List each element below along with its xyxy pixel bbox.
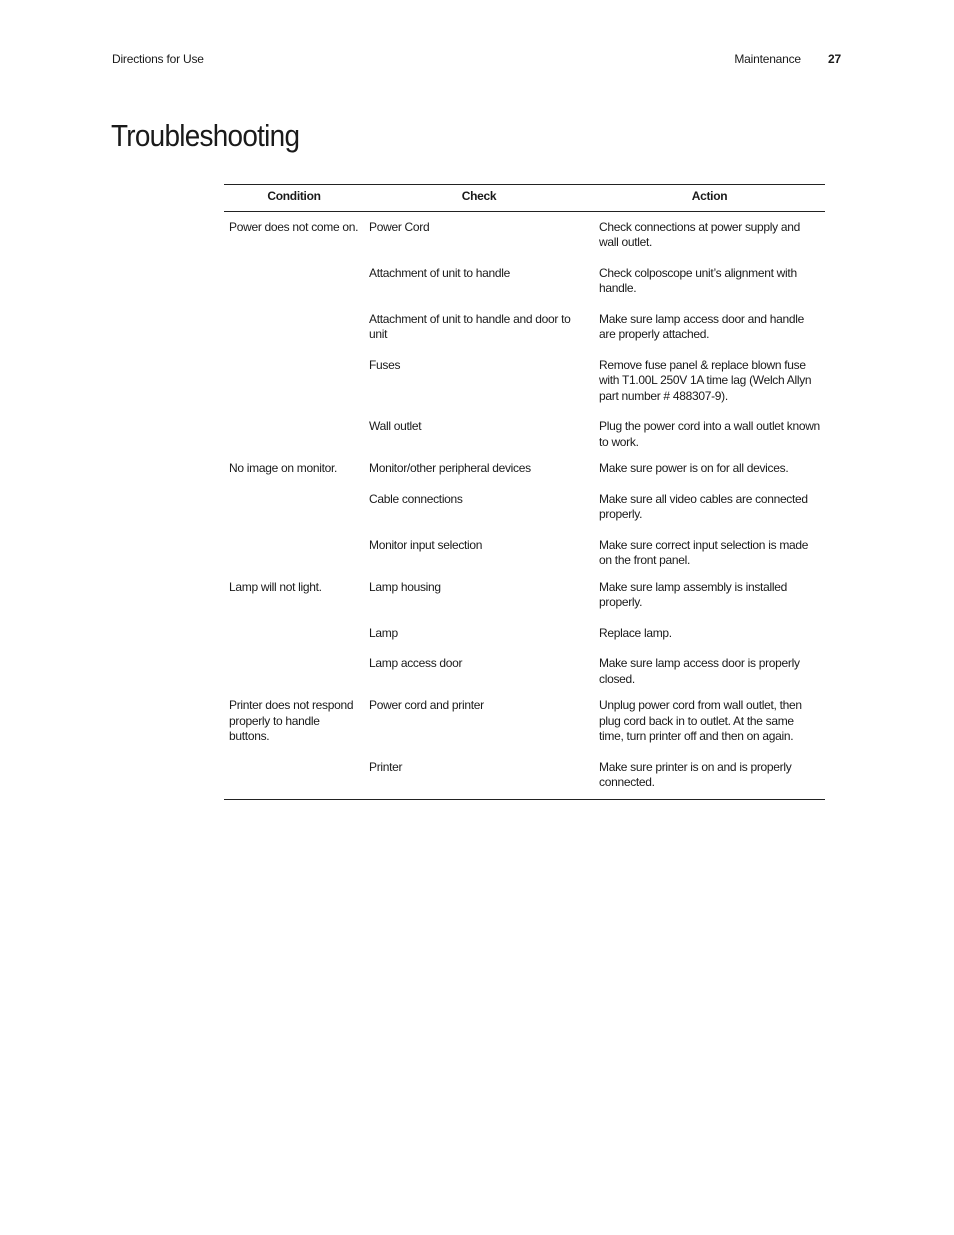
document-title: Directions for Use: [112, 52, 204, 66]
action-cell: Make sure all video cables are connected properly.: [599, 491, 808, 521]
condition-cell: [224, 492, 364, 538]
table-row: [224, 580, 825, 626]
table-header-row: [224, 185, 825, 212]
condition-cell: [224, 760, 364, 800]
check-cell: Monitor/other peripheral devices: [369, 461, 531, 475]
running-header: [112, 52, 841, 70]
action-cell: Check colposcope unit’s alignment with handle.: [599, 265, 797, 295]
section-name: Maintenance: [734, 52, 801, 66]
column-header-check: Check: [364, 185, 594, 212]
check-cell: Monitor input selection: [369, 537, 483, 552]
check-cell: Attachment of unit to handle: [369, 265, 511, 280]
column-header-action: Action: [594, 185, 825, 212]
table-row: [224, 698, 825, 760]
condition-cell: Lamp will not light.: [229, 579, 322, 594]
table-row: [224, 626, 825, 657]
action-cell: Replace lamp.: [599, 625, 672, 640]
action-cell: Check connections at power supply and wall outlet.: [599, 219, 801, 249]
action-cell: Make sure lamp access door and handle are properly attached.: [599, 311, 805, 341]
check-cell: Attachment of unit to handle and door to unit: [369, 311, 571, 341]
action-cell: Remove fuse panel & replace blown fuse with T1.00L 250V 1A time lag (Welch Allyn part number # 488307-9).: [599, 357, 812, 403]
condition-cell: Printer does not respond properly to handle buttons.: [229, 698, 354, 743]
table-row: [224, 266, 825, 312]
table-row: [224, 656, 825, 698]
column-header-condition: Condition: [224, 185, 364, 212]
action-cell: Make sure power is on for all devices.: [599, 461, 789, 475]
table-row: [224, 461, 825, 492]
page-number: 27: [828, 52, 841, 66]
condition-cell: [224, 626, 364, 657]
action-cell: Make sure lamp assembly is installed properly.: [599, 579, 787, 609]
table-row: [224, 419, 825, 461]
table-row: [224, 538, 825, 580]
check-cell: Power cord and printer: [369, 698, 484, 712]
check-cell: Wall outlet: [369, 419, 422, 433]
check-cell: Printer: [364, 760, 594, 800]
condition-cell: [224, 266, 364, 312]
table-row: [224, 312, 825, 358]
check-cell: Cable connections: [369, 491, 463, 506]
check-cell: Fuses: [369, 357, 401, 372]
table-row: [224, 492, 825, 538]
condition-cell: [224, 656, 364, 698]
condition-cell: [224, 419, 364, 461]
action-cell: Make sure correct input selection is made on the front panel.: [599, 537, 809, 567]
condition-cell: [224, 538, 364, 580]
header-right: [734, 52, 841, 66]
condition-cell: [224, 358, 364, 420]
check-cell: Lamp access door: [369, 656, 463, 670]
table-row: [224, 760, 825, 800]
check-cell: Power Cord: [369, 219, 430, 234]
action-cell: Unplug power cord from wall outlet, then plug cord back in to outlet. At the same time, turn printer off and then on again.: [599, 698, 802, 743]
action-cell: Plug the power cord into a wall outlet known to work.: [599, 419, 820, 449]
troubleshooting-table: [224, 184, 825, 800]
table-row: [224, 211, 825, 266]
table-row: [224, 358, 825, 420]
check-cell: Lamp: [369, 625, 398, 640]
action-cell: Make sure printer is on and is properly connected.: [594, 760, 825, 800]
condition-cell: [224, 312, 364, 358]
action-cell: Make sure lamp access door is properly closed.: [599, 656, 800, 686]
page-title: Troubleshooting: [111, 118, 300, 153]
check-cell: Lamp housing: [369, 579, 441, 594]
condition-cell: No image on monitor.: [229, 461, 338, 475]
condition-cell: Power does not come on.: [229, 219, 359, 234]
